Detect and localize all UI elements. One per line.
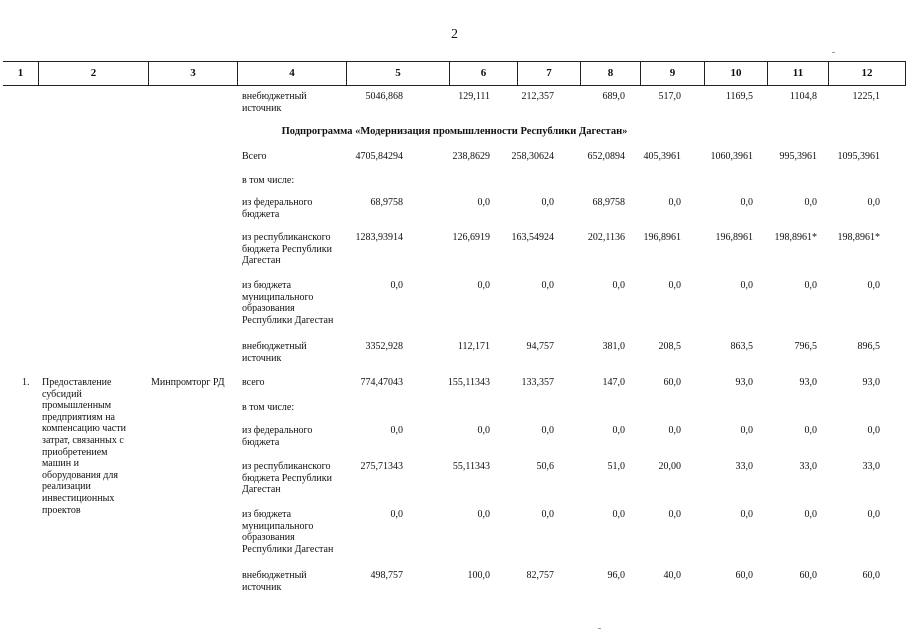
value-cell: 100,0 (467, 570, 490, 581)
value-cell: 0,0 (541, 197, 554, 208)
row-label (242, 570, 344, 593)
header-cell: 3 (148, 62, 237, 85)
row-label (242, 341, 344, 364)
row-label (242, 402, 344, 414)
value-cell: 55,11343 (452, 461, 490, 472)
value-cell: 51,0 (607, 461, 625, 472)
row-label-line: муниципального (242, 520, 314, 532)
page-number: 2 (451, 27, 458, 42)
value-cell: 94,757 (526, 341, 554, 352)
row-label-line: в том числе: (242, 175, 295, 186)
header-cell: 4 (237, 62, 346, 85)
row-label-line: бюджета Республики (242, 472, 332, 484)
value-cell: 1169,5 (725, 91, 753, 102)
row-label-line: из бюджета (242, 280, 292, 291)
value-cell: 155,11343 (447, 377, 490, 388)
value-cell: 0,0 (541, 425, 554, 436)
header-cell: 2 (38, 62, 148, 85)
measure-name-line: субсидий (42, 388, 82, 400)
value-cell: 0,0 (477, 425, 490, 436)
value-cell: 0,0 (867, 425, 880, 436)
value-cell: 0,0 (804, 425, 817, 436)
value-cell: 774,47043 (360, 377, 403, 388)
value-cell: 995,3961 (779, 151, 817, 162)
row-label-line: из республиканского (242, 232, 331, 243)
row-label-line: источник (242, 581, 282, 593)
value-cell: 0,0 (390, 509, 403, 520)
measure-name-line: компенсацию части (42, 423, 126, 435)
value-cell: 0,0 (477, 197, 490, 208)
value-cell: 60,0 (735, 570, 753, 581)
value-cell: 60,0 (799, 570, 817, 581)
value-cell: 0,0 (477, 280, 490, 291)
value-cell: 275,71343 (360, 461, 403, 472)
row-label-line: бюджета (242, 208, 280, 220)
value-cell: 0,0 (668, 280, 681, 291)
value-cell: 0,0 (668, 197, 681, 208)
row-label-line: внебюджетный (242, 91, 307, 102)
header-cell: 9 (640, 62, 704, 85)
row-label (242, 280, 344, 326)
value-cell: 0,0 (612, 509, 625, 520)
row-label (242, 197, 344, 220)
value-cell: 0,0 (740, 425, 753, 436)
value-cell: 60,0 (663, 377, 681, 388)
value-cell: 5046,868 (365, 91, 403, 102)
value-cell: 93,0 (799, 377, 817, 388)
value-cell: 1225,1 (852, 91, 880, 102)
value-cell: 196,8961 (715, 232, 753, 243)
value-cell: 0,0 (668, 425, 681, 436)
row-label-line: бюджета Республики (242, 243, 332, 255)
row-label-line: образования (242, 303, 295, 315)
value-cell: 68,9758 (592, 197, 625, 208)
value-cell: 96,0 (607, 570, 625, 581)
value-cell: 0,0 (804, 197, 817, 208)
value-cell: 198,8961* (837, 232, 880, 243)
row-label-line: внебюджетный (242, 570, 307, 581)
measure-name-line: оборудования для (42, 469, 118, 481)
value-cell: 126,6919 (452, 232, 490, 243)
value-cell: 652,0894 (587, 151, 625, 162)
header-cell: 1 (17, 67, 24, 79)
row-label-line: источник (242, 352, 282, 364)
row-label-line: муниципального (242, 291, 314, 303)
row-label-line: в том числе: (242, 402, 295, 413)
value-cell: 689,0 (602, 91, 625, 102)
value-cell: 517,0 (658, 91, 681, 102)
header-cell: 12 (828, 62, 906, 85)
subprogram-heading: Подпрограмма «Модернизация промышленности Республики Дагестан» (281, 126, 628, 137)
row-label-line: Республики Дагестан (242, 543, 334, 555)
value-cell: 0,0 (867, 509, 880, 520)
row-label-line: из республиканского (242, 461, 331, 472)
row-label-line: из федерального (242, 425, 313, 436)
row-label (242, 91, 344, 114)
row-label-line: Всего (242, 151, 267, 162)
row-label-line: Дагестан (242, 255, 281, 267)
value-cell: 0,0 (740, 280, 753, 291)
value-cell: 0,0 (804, 280, 817, 291)
value-cell: 196,8961 (643, 232, 681, 243)
value-cell: 212,357 (521, 91, 554, 102)
value-cell: 147,0 (602, 377, 625, 388)
measure-name-line: проектов (42, 504, 81, 516)
measure-name (42, 377, 146, 516)
value-cell: 33,0 (735, 461, 753, 472)
value-cell: 0,0 (390, 280, 403, 291)
value-cell: 68,9758 (370, 197, 403, 208)
value-cell: 0,0 (804, 509, 817, 520)
measure-name-line: приобретением (42, 446, 108, 458)
measure-name-line: промышленным (42, 400, 112, 412)
value-cell: 3352,928 (365, 341, 403, 352)
header-cell: 10 (704, 62, 767, 85)
value-cell: 0,0 (390, 425, 403, 436)
row-label (242, 377, 344, 389)
value-cell: 1060,3961 (710, 151, 753, 162)
measure-executor: Минпромторг РД (151, 377, 225, 388)
value-cell: 20,00 (658, 461, 681, 472)
value-cell: 0,0 (541, 509, 554, 520)
value-cell: 863,5 (730, 341, 753, 352)
value-cell: 0,0 (867, 280, 880, 291)
value-cell: 1095,3961 (837, 151, 880, 162)
value-cell: 0,0 (740, 197, 753, 208)
row-label (242, 175, 344, 187)
value-cell: 133,357 (521, 377, 554, 388)
row-label-line: всего (242, 377, 265, 388)
value-cell: 896,5 (857, 341, 880, 352)
row-label-line: внебюджетный (242, 341, 307, 352)
value-cell: 796,5 (794, 341, 817, 352)
value-cell: 498,757 (370, 570, 403, 581)
header-cell: 8 (580, 62, 640, 85)
header-cell: 11 (767, 62, 828, 85)
row-label (242, 509, 344, 555)
measure-name-line: затрат, связанных с (42, 434, 124, 446)
row-label (242, 461, 344, 496)
value-cell: 1104,8 (789, 91, 817, 102)
value-cell: 33,0 (862, 461, 880, 472)
value-cell: 112,171 (457, 341, 490, 352)
value-cell: 238,8629 (452, 151, 490, 162)
value-cell: 0,0 (867, 197, 880, 208)
value-cell: 50,6 (536, 461, 554, 472)
row-label-line: Дагестан (242, 484, 281, 496)
row-label-line: образования (242, 532, 295, 544)
header-cell: 5 (346, 62, 449, 85)
header-cell: 7 (517, 62, 580, 85)
value-cell: 93,0 (862, 377, 880, 388)
value-cell: 0,0 (740, 509, 753, 520)
measure-name-line: инвестиционных (42, 492, 115, 504)
value-cell: 0,0 (612, 425, 625, 436)
value-cell: 82,757 (526, 570, 554, 581)
scan-speck (832, 52, 835, 53)
value-cell: 0,0 (668, 509, 681, 520)
row-label-line: из бюджета (242, 509, 292, 520)
value-cell: 4705,84294 (355, 151, 403, 162)
value-cell: 93,0 (735, 377, 753, 388)
value-cell: 405,3961 (643, 151, 681, 162)
value-cell: 129,111 (458, 91, 490, 102)
value-cell: 381,0 (602, 341, 625, 352)
value-cell: 258,30624 (511, 151, 554, 162)
measure-number: 1. (22, 377, 30, 388)
scan-speck (598, 628, 601, 629)
value-cell: 202,1136 (587, 232, 625, 243)
value-cell: 208,5 (658, 341, 681, 352)
measure-name-line: машин и (42, 458, 79, 470)
value-cell: 40,0 (663, 570, 681, 581)
value-cell: 198,8961* (774, 232, 817, 243)
table-header-row (3, 61, 906, 86)
value-cell: 60,0 (862, 570, 880, 581)
measure-name-line: реализации (42, 481, 91, 493)
header-cell: 6 (449, 62, 517, 85)
value-cell: 33,0 (799, 461, 817, 472)
value-cell: 0,0 (541, 280, 554, 291)
value-cell: 0,0 (477, 509, 490, 520)
row-label-line: бюджета (242, 436, 280, 448)
value-cell: 0,0 (612, 280, 625, 291)
value-cell: 163,54924 (511, 232, 554, 243)
row-label-line: источник (242, 102, 282, 114)
row-label (242, 232, 344, 267)
measure-name-line: Предоставление (42, 377, 112, 388)
value-cell: 1283,93914 (355, 232, 403, 243)
row-label (242, 425, 344, 448)
measure-name-line: предприятиям на (42, 411, 115, 423)
row-label (242, 151, 344, 163)
row-label-line: Республики Дагестан (242, 314, 334, 326)
row-label-line: из федерального (242, 197, 313, 208)
